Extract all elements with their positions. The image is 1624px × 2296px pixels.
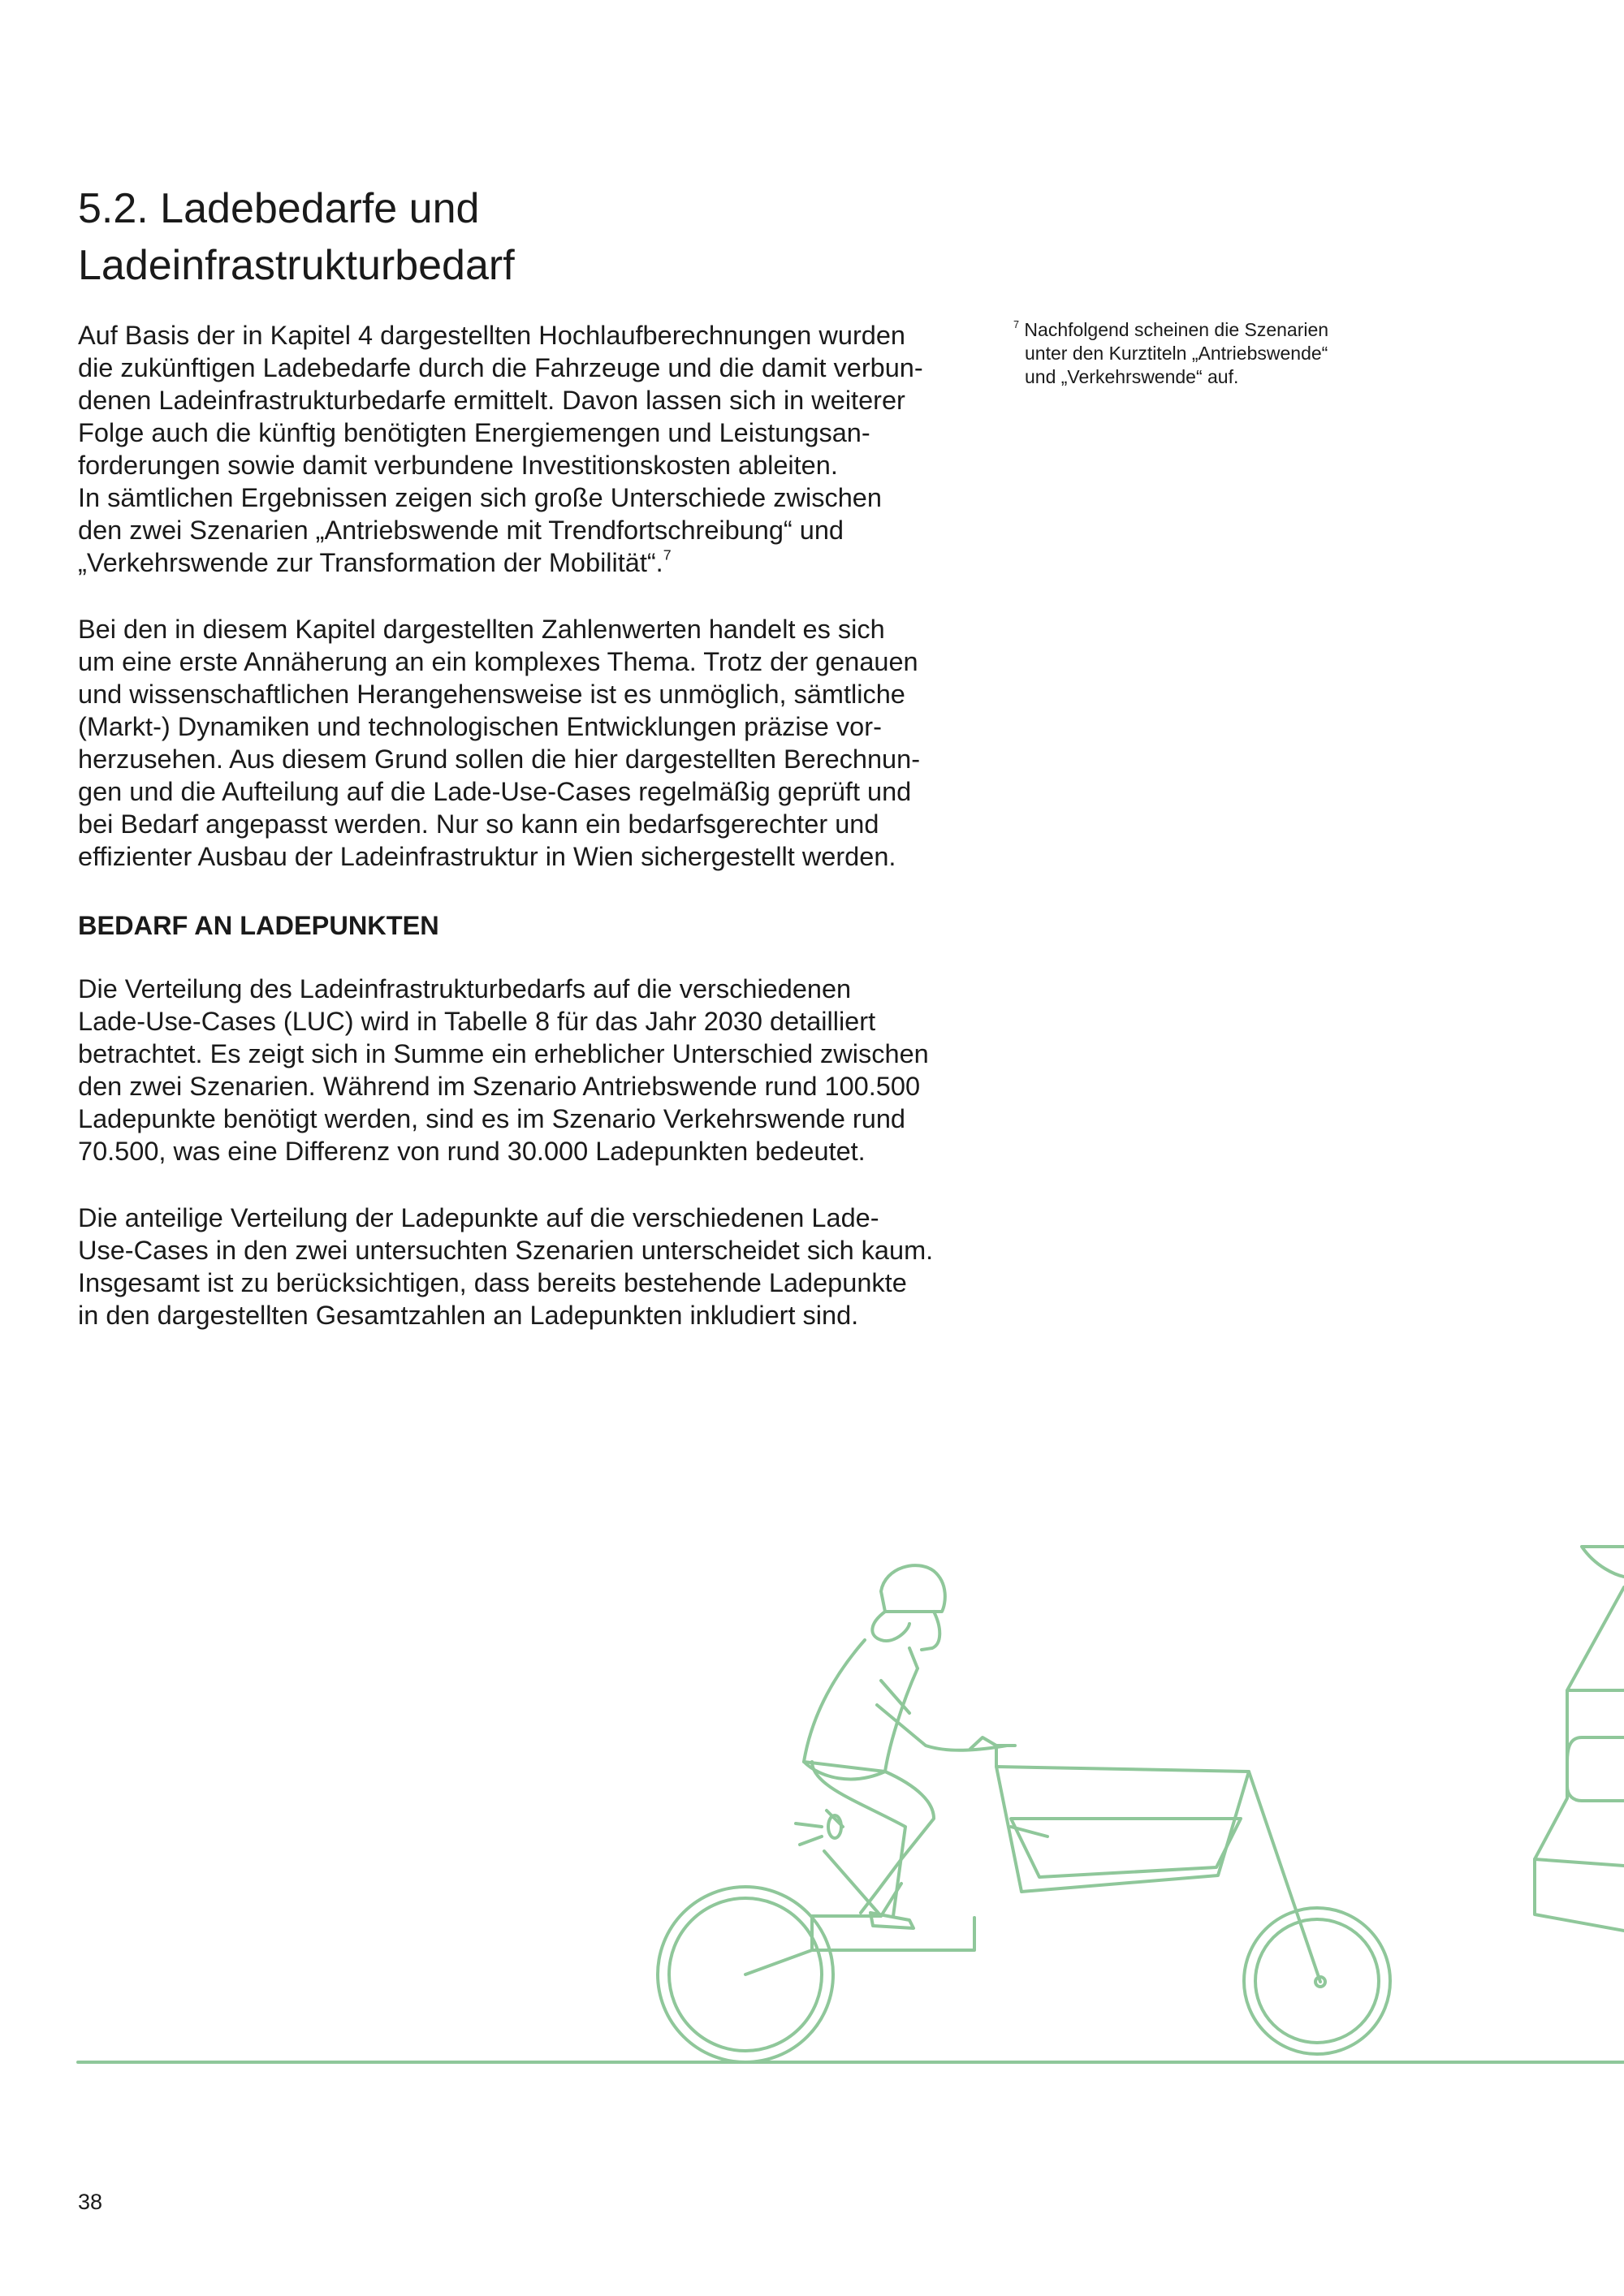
text-line: den zwei Szenarien „Antriebswende mit Trendfortschreibung“ und — [78, 516, 844, 545]
text-line: Use-Cases in den zwei untersuchten Szenarien unterscheidet sich kaum. — [78, 1236, 934, 1265]
text-line: gen und die Aufteilung auf die Lade-Use-Cases regelmäßig geprüft und — [78, 777, 912, 806]
footnote-number: 7 — [1013, 318, 1020, 330]
front-fork — [1249, 1772, 1320, 1982]
text-line: denen Ladeinfrastrukturbedarfe ermittelt. Davon lassen sich in weiterer — [78, 386, 905, 415]
rider-face — [922, 1612, 939, 1650]
handlebar — [970, 1737, 996, 1767]
rider-torso — [804, 1640, 918, 1772]
text-line — [78, 546, 1004, 579]
text-line: Insgesamt ist zu berücksichtigen, dass bereits bestehende Ladepunkte — [78, 1268, 907, 1297]
text-line: bei Bedarf angepasst werden. Nur so kann ein bedarfsgerechter und — [78, 809, 879, 839]
text-line: und wissenschaftlichen Herangehensweise ist es unmöglich, sämtliche — [78, 680, 905, 709]
footnote-line: und „Verkehrswende“ auf. — [1025, 366, 1239, 387]
bike-frame-tube — [824, 1851, 881, 1916]
rider-hair — [872, 1612, 909, 1641]
text-line: Bei den in diesem Kapitel dargestellten Zahlenwerten handelt es sich — [78, 615, 885, 644]
page-heading-line-1: 5.2. Ladebedarfe und — [78, 185, 480, 232]
paragraph-4 — [78, 1202, 1004, 1331]
footnote — [1013, 318, 1403, 389]
text-line: Auf Basis der in Kapitel 4 dargestellten Hochlaufberechnungen wurden — [78, 321, 905, 350]
page-heading-line-2: Ladeinfrastrukturbedarf — [78, 242, 515, 289]
rider-neck — [909, 1648, 918, 1668]
text-line: Die anteilige Verteilung der Ladepunkte auf die verschiedenen Lade- — [78, 1203, 879, 1232]
text-line: In sämtlichen Ergebnissen zeigen sich große Unterschiede zwischen — [78, 483, 882, 512]
bike-frame-lower — [812, 1918, 974, 1950]
text-line: herzusehen. Aus diesem Grund sollen die hier dargestellten Berechnun- — [78, 744, 921, 774]
text-line-content: „Verkehrswende zur Transformation der Mobilität“. — [78, 548, 663, 577]
car-window — [1567, 1737, 1624, 1801]
text-line: Die Verteilung des Ladeinfrastrukturbedarfs auf die verschiedenen — [78, 974, 852, 1003]
text-line: effizienter Ausbau der Ladeinfrastruktur in Wien sichergestellt werden. — [78, 842, 896, 871]
text-line: die zukünftigen Ladebedarfe durch die Fahrzeuge und die damit verbun- — [78, 353, 923, 382]
text-line: 70.500, was eine Differenz von rund 30.000 Ladepunkten bedeutet. — [78, 1137, 866, 1166]
cargo-box — [1011, 1819, 1241, 1877]
footnote-text: Nachfolgend scheinen die Szenarien — [1024, 319, 1329, 340]
bike-frame — [745, 1884, 901, 1974]
text-line: Ladepunkte benötigt werden, sind es im Szenario Verkehrswende rund — [78, 1104, 905, 1133]
rider-helmet — [881, 1565, 945, 1612]
cargo-bike-illustration — [0, 1526, 1624, 2095]
text-line: um eine erste Annäherung an ein komplexes Thema. Trotz der genauen — [78, 647, 918, 676]
text-line: (Markt-) Dynamiken und technologischen Entwicklungen präzise vor- — [78, 712, 882, 741]
paragraph-2 — [78, 613, 1004, 873]
text-line: forderungen sowie damit verbundene Investitionskosten ableiten. — [78, 451, 838, 480]
footnote-reference[interactable]: 7 — [663, 546, 672, 563]
page-number: 38 — [78, 2190, 103, 2214]
text-line: Folge auch die künftig benötigten Energiemengen und Leistungsan- — [78, 418, 870, 447]
text-line: in den dargestellten Gesamtzahlen an Ladepunkten inkludiert sind. — [78, 1301, 859, 1330]
paragraph-3 — [78, 973, 1004, 1167]
text-line: Lade-Use-Cases (LUC) wird in Tabelle 8 für das Jahr 2030 detailliert — [78, 1007, 876, 1036]
page-heading — [78, 180, 1012, 294]
footnote-line — [1013, 318, 1403, 342]
text-line: betrachtet. Es zeigt sich in Summe ein erheblicher Unterschied zwischen — [78, 1039, 929, 1068]
car-line — [1535, 1859, 1624, 1866]
text-line: den zwei Szenarien. Während im Szenario Antriebswende rund 100.500 — [78, 1072, 921, 1101]
footnote-line: unter den Kurztiteln „Antriebswende“ — [1025, 343, 1328, 364]
intro-paragraph — [78, 319, 1004, 579]
section-subheading: BEDARF AN LADEPUNKTEN — [78, 911, 439, 940]
